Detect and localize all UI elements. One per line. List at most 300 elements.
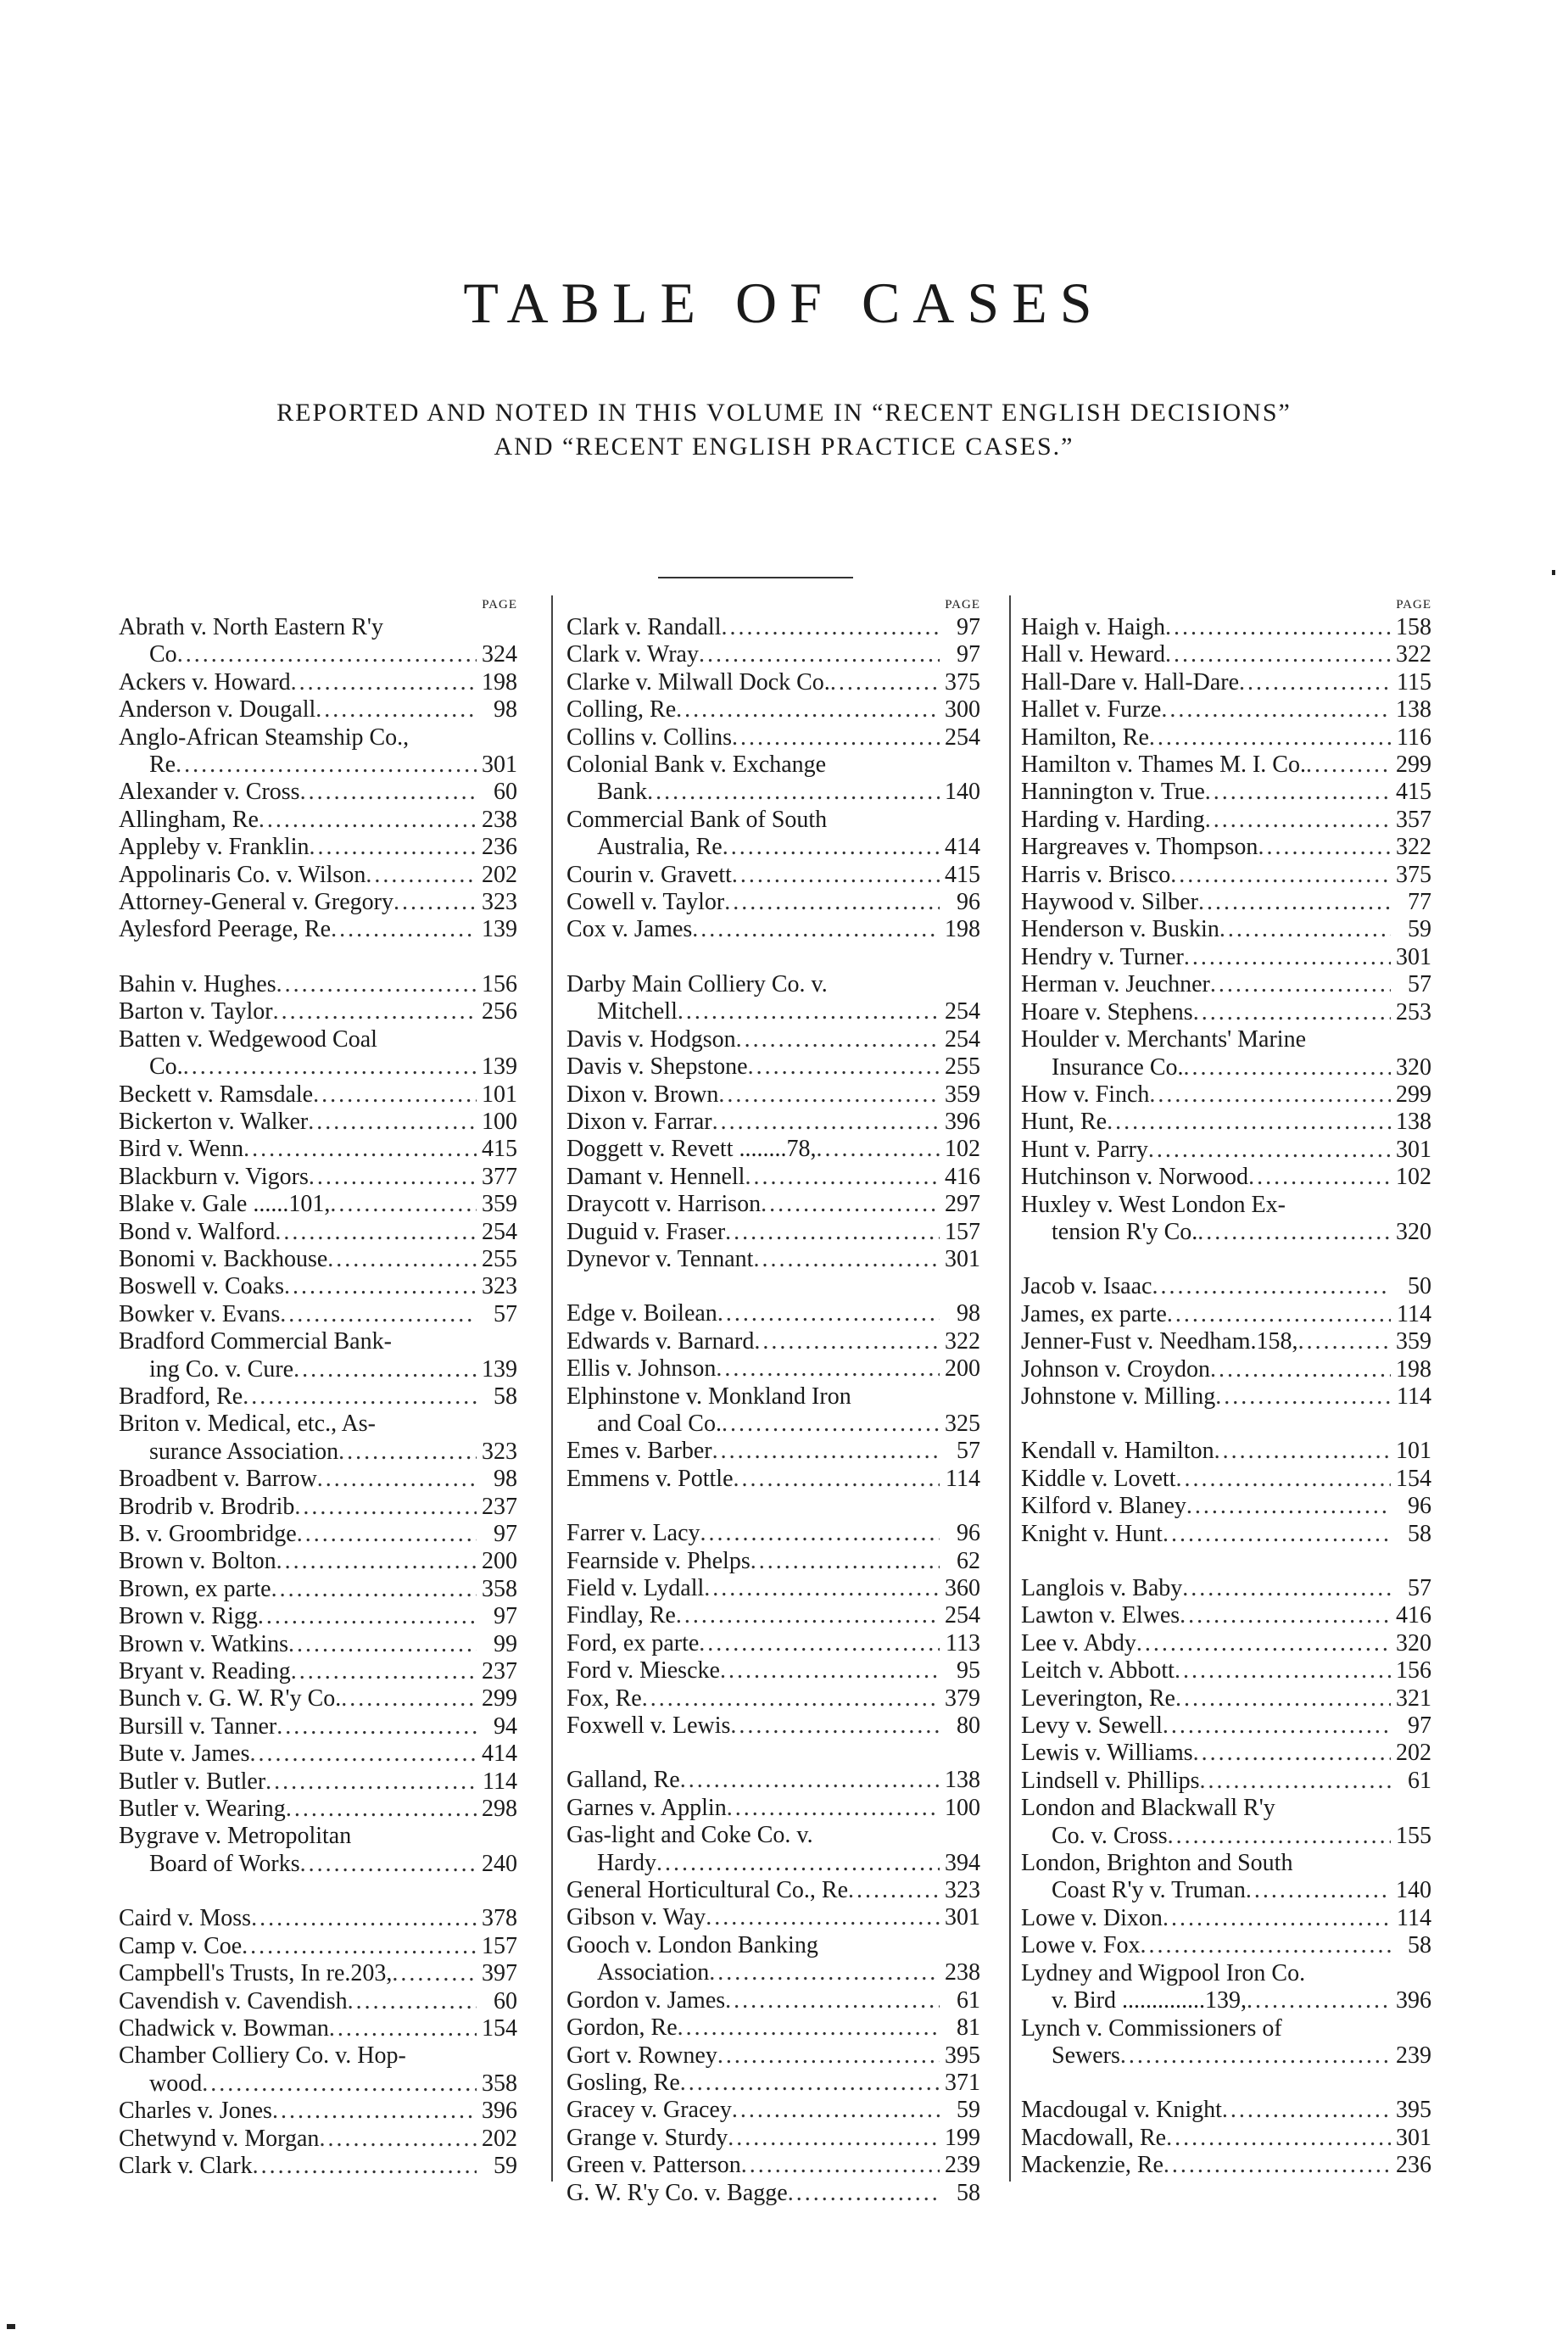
page-number: 416 [945,1163,980,1190]
case-name: Bank [597,779,648,806]
case-name: Barton v. Taylor [119,998,273,1025]
case-name: Gordon v. James [566,1986,726,2014]
page-number: 140 [945,779,980,806]
case-entry [1021,751,1431,779]
section-gap [566,1273,980,1300]
case-name: Campbell's Trusts, In re.203, [119,1960,393,1987]
dot-leader [331,916,477,943]
dot-leader [699,641,940,668]
case-name: Anderson v. Dougall [119,696,316,723]
page-number: 299 [1396,751,1431,779]
page-number: 359 [1396,1328,1431,1355]
case-entry [566,1081,980,1109]
case-name: Colling, Re [566,696,677,723]
case-entry [1021,2097,1431,2124]
dot-leader [730,1712,940,1740]
case-name: Edwards v. Barnard [566,1327,755,1355]
case-name: Duguid v. Fraser [566,1218,726,1245]
column-divider [551,595,553,2182]
case-name: Brown v. Watkins [119,1630,288,1657]
case-name: Boswell v. Coaks [119,1273,284,1300]
case-entry [119,724,517,751]
dot-leader [1210,1356,1391,1383]
section-gap [1021,2070,1431,2097]
case-entry [1021,1438,1431,1465]
page-number: 99 [494,1630,517,1657]
page-number: 98 [494,1466,517,1493]
page-number: 61 [957,1986,980,2014]
page-number: 61 [1408,1767,1431,1794]
page-number: 98 [957,1300,980,1327]
case-name: Camp v. Coe [119,1932,243,1959]
case-name: Foxwell v. Lewis [566,1712,731,1740]
case-entry [1021,1493,1431,1520]
dot-leader [1163,1905,1391,1932]
dot-leader [1219,916,1391,943]
dot-leader [258,1603,477,1630]
case-entry [119,1658,517,1685]
page-number: 323 [482,1273,517,1300]
page-number: 299 [1396,1081,1431,1108]
case-entry [1021,1081,1431,1109]
case-name: Hannington v. True [1021,779,1205,806]
page-number: 58 [1408,1932,1431,1959]
case-name: ing Co. v. Cure [149,1355,294,1383]
page-number: 237 [482,1493,517,1520]
page-number: 50 [1408,1273,1431,1300]
case-entry [566,2042,980,2070]
case-name: Gooch v. London Banking [566,1931,818,1958]
dot-leader [680,1767,940,1794]
case-name: Hunt v. Parry [1021,1136,1148,1163]
case-entry [566,1328,980,1355]
dot-leader [732,862,940,889]
dot-leader [656,1850,940,1877]
case-entry [566,1767,980,1794]
case-entry [119,1548,517,1575]
dot-leader [1258,834,1391,861]
case-entry [1021,1960,1431,1987]
case-entry [566,916,980,943]
page-number: 379 [945,1684,980,1712]
dot-leader [709,1959,940,1986]
dot-leader [1163,1521,1391,1548]
page-number: 325 [945,1410,980,1437]
dot-leader [1175,1657,1391,1684]
page-number: 58 [1408,1520,1431,1547]
page-number: 301 [1396,2124,1431,2151]
page-number: 115 [1397,668,1431,696]
case-entry [566,1466,980,1493]
page-column-header: PAGE [945,598,980,612]
dot-leader [177,641,477,668]
case-name: Hargreaves v. Thompson [1021,834,1258,861]
dot-leader [725,1987,940,2014]
case-name: Grange v. Sturdy [566,2124,728,2151]
case-entry [119,1383,517,1411]
case-entry [1021,1301,1431,1328]
case-entry [119,2126,517,2153]
case-name: Co. v. Cross [1052,1822,1168,1849]
case-entry [566,724,980,751]
case-entry [119,2098,517,2125]
case-name: Appleby v. Franklin [119,834,310,861]
dot-leader [816,1136,940,1163]
dot-leader [243,1383,477,1411]
dot-leader [723,834,940,861]
dot-leader [716,1355,940,1383]
case-name: Draycott v. Harrison [566,1191,762,1218]
page-number: 101 [482,1081,517,1108]
case-name: Chadwick v. Bowman [119,2014,329,2042]
dot-leader [243,1136,477,1163]
case-entry [1021,2015,1431,2042]
page-number: 59 [494,2152,517,2179]
case-name: Bygrave v. Metropolitan [119,1823,352,1850]
page-number: 80 [957,1712,980,1740]
case-name: Lynch v. Commissioners of [1021,2014,1282,2042]
dot-leader [251,1905,477,1932]
dot-leader [291,1658,477,1685]
dot-leader [700,1520,940,1547]
case-entry [1021,1383,1431,1411]
dot-leader [676,1602,940,1629]
case-entry [119,1685,517,1712]
case-name: Hamilton, Re [1021,723,1149,751]
dot-leader [1166,2125,1391,2152]
case-entry [566,1575,980,1602]
page-number: 96 [957,1520,980,1547]
page-number: 254 [945,723,980,751]
case-entry [1021,889,1431,916]
case-name: Hendry v. Turner [1021,943,1184,970]
dot-leader [642,1685,940,1712]
page-number: 156 [482,970,517,997]
case-name: Herman v. Jeuchner [1021,971,1210,998]
case-name: Galland, Re [566,1767,680,1794]
case-entry [566,1987,980,2014]
dot-leader [319,2126,477,2153]
case-name: Butler v. Butler [119,1768,266,1795]
case-entry [566,779,980,806]
dot-leader [272,2098,477,2125]
case-entry [566,2097,980,2124]
page-number: 299 [482,1685,517,1712]
subtitle-line-2: AND “RECENT ENGLISH PRACTICE CASES.” [494,433,1074,461]
page-number: 57 [1408,971,1431,998]
page-number: 58 [957,2179,980,2206]
page-number: 322 [1396,641,1431,668]
case-name: Hunt, Re [1021,1109,1108,1136]
page-number: 359 [482,1191,517,1218]
page-number: 96 [957,889,980,916]
case-name: Mitchell [597,998,678,1025]
case-entry [1021,779,1431,806]
dot-leader [1210,971,1391,998]
dot-leader [1161,696,1391,723]
case-name: Hutchinson v. Norwood [1021,1164,1249,1191]
case-entry [119,1273,517,1300]
page-number: 155 [1396,1822,1431,1849]
section-gap [566,1740,980,1767]
case-name: Davis v. Hodgson [566,1025,736,1053]
case-entry [1021,916,1431,943]
page-column-header: PAGE [482,598,517,612]
page-number: 396 [1396,1987,1431,2014]
page-number: 255 [482,1245,517,1272]
page-number: 60 [494,1987,517,2014]
case-entry [566,1657,980,1684]
page-number: 239 [945,2152,980,2179]
dot-leader [1180,1602,1391,1629]
case-entry [1021,1905,1431,1932]
case-name: Blake v. Gale ......101, [119,1191,331,1218]
dot-leader [647,779,940,806]
case-entry [119,1026,517,1053]
case-entry [119,1164,517,1191]
case-entry [1021,999,1431,1026]
dot-leader [276,1713,477,1740]
dot-leader [727,1795,940,1822]
dot-leader [717,2042,940,2070]
page-number: 199 [945,2124,980,2151]
case-name: Bradford Commercial Bank- [119,1328,392,1355]
dot-leader [1175,1466,1391,1493]
page-number: 323 [482,1438,517,1465]
section-gap [1021,1548,1431,1575]
dot-leader [1306,751,1391,779]
page-number: 357 [1396,806,1431,833]
page-number: 395 [1396,2097,1431,2124]
case-entry [119,1905,517,1932]
dot-leader [706,1904,940,1931]
case-entry [566,1053,980,1081]
case-entry [1021,1219,1431,1246]
case-name: Fox, Re [566,1684,642,1712]
case-name: Lowe v. Dixon [1021,1904,1163,1931]
case-name: Darby Main Colliery Co. v. [566,970,828,997]
page-number: 100 [482,1108,517,1135]
page-number: 255 [945,1053,980,1081]
page-number: 397 [482,1960,517,1987]
dot-leader [1167,1301,1391,1328]
case-entry [1021,834,1431,861]
page-number: 320 [1396,1218,1431,1245]
case-name: Sewers [1052,2042,1120,2069]
dot-leader [1246,1877,1391,1904]
case-name: Lawton v. Elwes [1021,1602,1180,1629]
case-name: Hardy [597,1849,656,1876]
dot-leader [265,1768,477,1796]
page-number: 301 [1396,943,1431,970]
dot-leader [692,916,940,943]
case-column-1 [119,595,517,2180]
case-entry [1021,1054,1431,1081]
dot-leader [291,669,477,696]
page-number: 324 [482,641,517,668]
case-name: Hallet v. Furze [1021,696,1162,723]
case-entry [119,1768,517,1796]
case-name: Fearnside v. Phelps [566,1547,751,1574]
page-number: 154 [1396,1465,1431,1492]
case-name: Bowker v. Evans [119,1300,281,1327]
case-entry [119,1933,517,1960]
case-entry [119,641,517,668]
dot-leader [1165,641,1391,668]
case-entry [1021,1575,1431,1602]
page-number: 320 [1396,1629,1431,1656]
case-name: Kendall v. Hamilton [1021,1438,1214,1465]
case-entry [119,1328,517,1355]
case-name: B. v. Groombridge [119,1521,297,1547]
case-entry [566,1795,980,1822]
case-entry [566,2125,980,2152]
case-entry [119,998,517,1025]
page-number: 377 [482,1163,517,1190]
page-number: 139 [482,916,517,943]
page-number: 416 [1396,1602,1431,1629]
case-name: Australia, Re [597,834,723,861]
dot-leader [202,2070,477,2098]
dot-leader [1193,999,1391,1026]
case-entry [119,2153,517,2180]
dot-leader [253,2153,477,2180]
case-entry [1021,1192,1431,1219]
dot-leader [748,1053,940,1081]
case-name: Harris v. Brisco [1021,861,1171,888]
case-name: Alexander v. Cross [119,779,300,806]
title-rule [658,577,853,578]
case-entry [566,971,980,998]
case-entry [119,1191,517,1218]
case-name: Gracey v. Gracey [566,2097,732,2124]
case-name: Langlois v. Baby [1021,1575,1183,1601]
column-divider [1009,595,1011,2182]
case-entry [566,1685,980,1712]
page-number: 138 [1396,696,1431,723]
case-entry [1021,1273,1431,1300]
case-entry [119,1081,517,1109]
page-number: 114 [946,1465,980,1492]
dot-leader [732,724,940,751]
page-number: 102 [1396,1164,1431,1191]
case-name: Chetwynd v. Morgan [119,2125,320,2152]
case-name: Brown v. Rigg [119,1603,258,1630]
page-title: TABLE OF CASES [463,271,1105,335]
case-entry [566,1850,980,1877]
case-entry [566,2180,980,2207]
dot-leader [313,1081,477,1109]
case-name: Gosling, Re [566,2069,680,2096]
case-entry [1021,696,1431,723]
case-name: Charles v. Jones [119,2098,272,2125]
case-name: Bickerton v. Walker [119,1108,309,1135]
dot-leader [300,1851,477,1878]
case-entry [1021,944,1431,971]
dot-leader [721,614,940,641]
case-entry [119,1494,517,1521]
case-entry [1021,1850,1431,1877]
dot-leader [751,1548,940,1575]
dot-leader [678,2014,940,2042]
page-number: 298 [482,1796,517,1823]
page-number: 396 [482,2098,517,2125]
case-name: Bunch v. G. W. R'y Co. [119,1685,342,1712]
case-name: Cox v. James [566,916,693,943]
case-entry [566,1411,980,1438]
case-entry [566,2070,980,2097]
dot-leader [722,1411,940,1438]
dot-leader [297,1521,477,1548]
case-entry [119,2070,517,2098]
page-number: 94 [494,1712,517,1740]
case-entry [1021,1932,1431,1959]
case-name: Anglo-African Steamship Co., [119,723,410,751]
dot-leader [276,971,477,998]
case-name: Dynevor v. Tennant [566,1245,754,1272]
case-entry [1021,724,1431,751]
dot-leader [176,751,477,779]
page-number: 97 [494,1603,517,1630]
case-entry [119,1246,517,1273]
case-name: Clark v. Clark [119,2152,253,2179]
dot-leader [310,834,477,861]
page-column-header: PAGE [1396,598,1431,612]
case-entry [1021,2042,1431,2070]
dot-leader [273,998,477,1025]
case-entry [1021,641,1431,668]
case-name: Collins v. Collins [566,723,733,751]
case-name: Leverington, Re [1021,1684,1175,1712]
dot-leader [308,1109,477,1136]
page-number: 254 [945,998,980,1025]
dot-leader [1214,1438,1391,1465]
case-name: Elphinstone v. Monkland Iron [566,1383,851,1410]
case-entry [119,669,517,696]
case-entry [1021,669,1431,696]
case-name: Gibson v. Way [566,1904,706,1931]
page-number: 300 [945,696,980,723]
case-entry [1021,1685,1431,1712]
case-entry [566,1109,980,1136]
case-name: Henderson v. Buskin [1021,916,1219,943]
case-entry [119,1796,517,1823]
case-name: Dixon v. Farrar [566,1108,712,1135]
dot-leader [1197,1219,1391,1246]
page-number: 301 [1396,1136,1431,1163]
page-number: 200 [945,1355,980,1383]
case-entry [1021,1630,1431,1657]
dot-leader [280,1301,477,1328]
page-number: 114 [1397,1300,1431,1327]
case-name: surance Association [149,1438,339,1465]
page-number: 202 [482,2125,517,2152]
dot-leader [1247,1987,1391,2014]
case-entry [566,1191,980,1218]
dot-leader [275,1219,477,1246]
page-number: 198 [1396,1355,1431,1383]
case-entry [1021,971,1431,998]
case-name: Macdougal v. Knight [1021,2097,1222,2124]
page-number: 139 [482,1053,517,1081]
dot-leader [717,1300,940,1327]
page-number: 114 [1397,1383,1431,1410]
case-entry [119,1053,517,1081]
dot-leader [1182,1575,1391,1602]
case-name: Co [149,641,177,668]
page-number: 59 [957,2097,980,2124]
case-name: Bryant v. Reading [119,1658,291,1685]
